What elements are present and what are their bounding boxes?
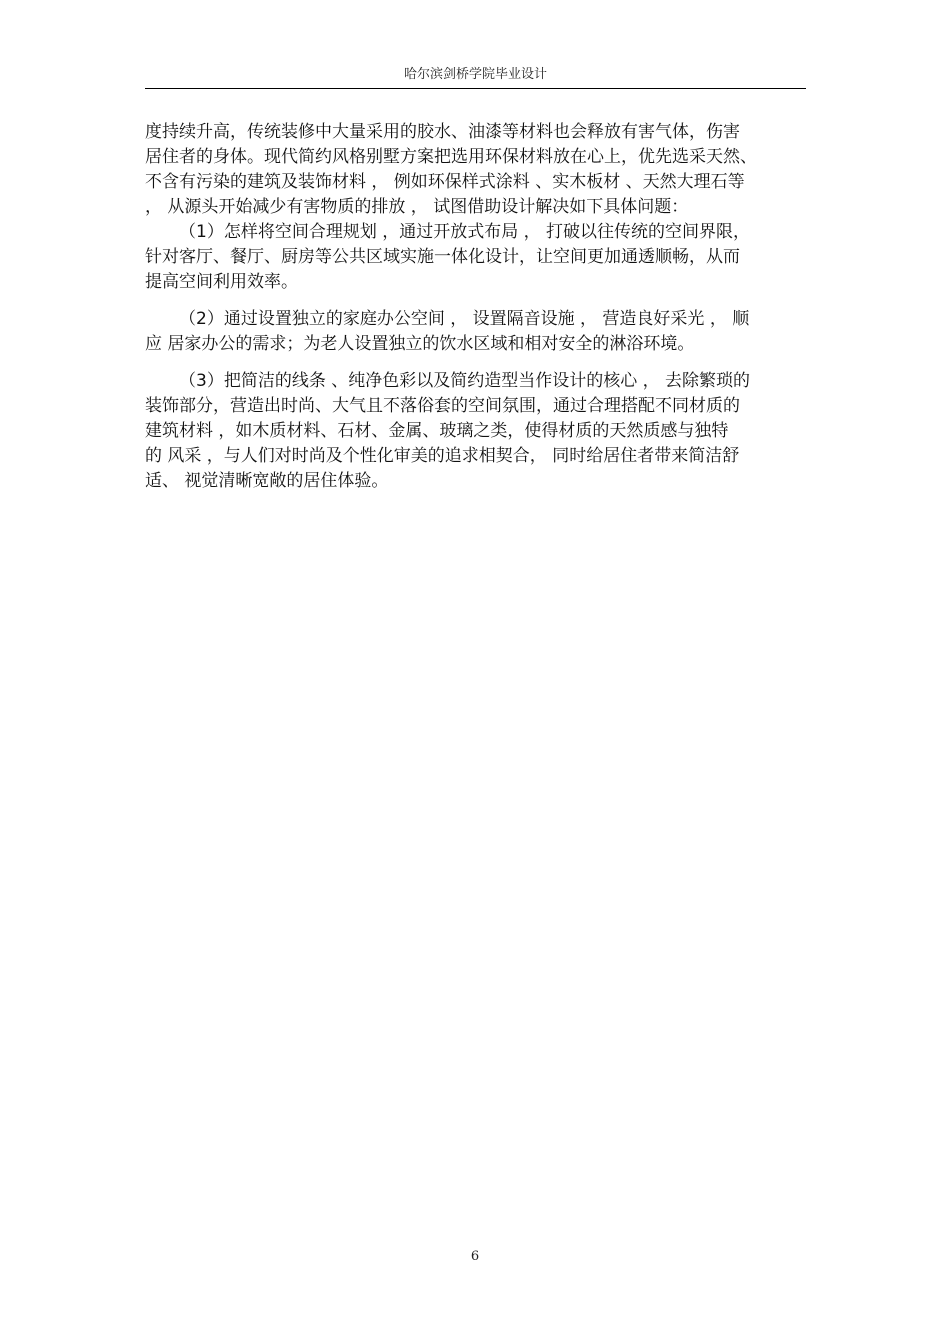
- header-divider: [145, 88, 806, 89]
- paragraph-item-2: [145, 307, 806, 357]
- page-header-title: 哈尔滨剑桥学院毕业设计: [403, 67, 547, 82]
- text-line: ， 从源头开始减少有害物质的排放 ， 试图借助设计解决如下具体问题：: [145, 197, 689, 217]
- text-line: （1）怎样将空间合理规划 ，通过开放式布局 ， 打破以往传统的空间界限，: [179, 222, 751, 242]
- text-line: 的 风采 ，与人们对时尚及个性化审美的追求相契合， 同时给居住者带来简洁舒: [145, 446, 740, 466]
- text-line: （2）通过设置独立的家庭办公空间 ， 设置隔音设施 ， 营造良好采光 ， 顺: [179, 309, 750, 329]
- text-line: 建筑材料 ，如木质材料、石材、金属、玻璃之类，使得材质的天然质感与独特: [145, 421, 729, 441]
- text-line: 度持续升高，传统装修中大量采用的胶水、油漆等材料也会释放有害气体，伤害: [145, 122, 740, 142]
- text-line: 适、 视觉清晰宽敞的居住体验。: [145, 471, 389, 491]
- text-line: 居住者的身体。现代简约风格别墅方案把选用环保材料放在心上，优先选采天然、: [145, 147, 757, 167]
- page-number: 6: [470, 1249, 480, 1264]
- text-line: 不含有污染的建筑及装饰材料 ， 例如环保样式涂料 、实木板材 、天然大理石等: [145, 172, 745, 192]
- text-line: 应 居家办公的需求；为老人设置独立的饮水区域和相对安全的淋浴环境。: [145, 334, 695, 354]
- paragraph-item-3: [145, 369, 806, 494]
- text-line: 针对客厅、餐厅、厨房等公共区域实施一体化设计，让空间更加通透顺畅，从而: [145, 247, 740, 267]
- paragraph-item-1: [145, 220, 806, 295]
- text-line: （3）把简洁的线条 、纯净色彩以及简约造型当作设计的核心 ， 去除繁琐的: [179, 371, 751, 391]
- document-body: [145, 120, 806, 494]
- paragraph-intro: [145, 120, 806, 220]
- text-line: 装饰部分，营造出时尚、大气且不落俗套的空间氛围，通过合理搭配不同材质的: [145, 396, 740, 416]
- text-line: 提高空间利用效率。: [145, 272, 298, 292]
